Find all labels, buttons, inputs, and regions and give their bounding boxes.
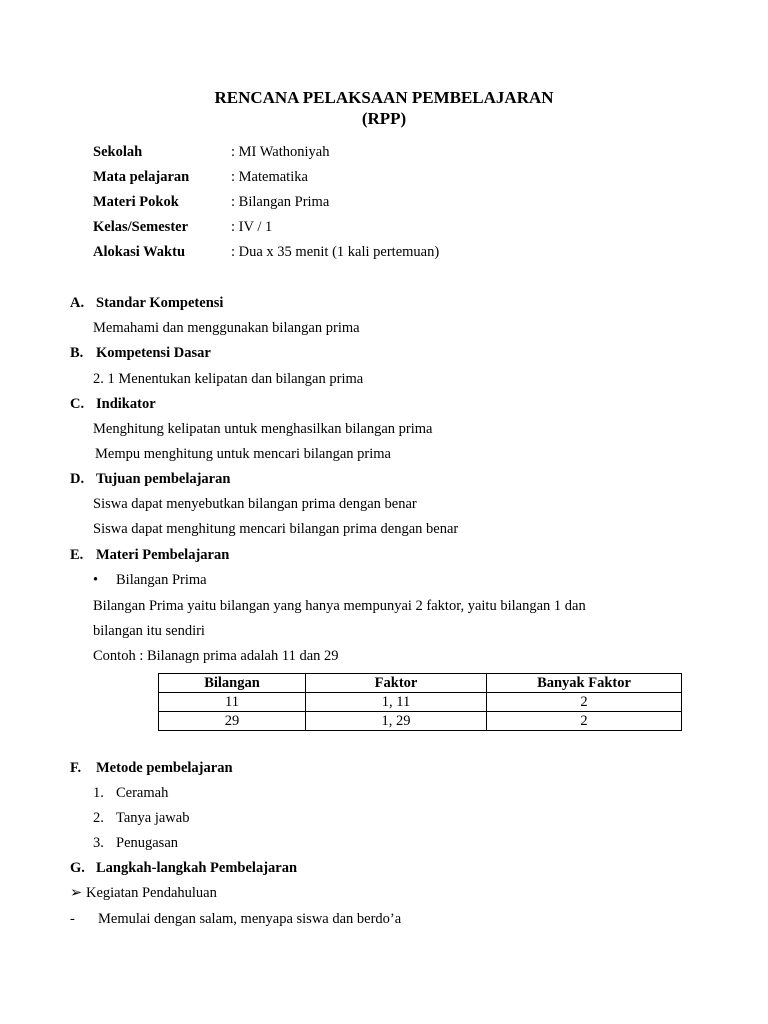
identity-label-topic: Materi Pokok [93,194,179,210]
table-cell: 29 [159,712,306,731]
identity-value-topic: : Bilangan Prima [231,194,330,210]
section-c-text-2: Mempu menghitung untuk mencari bilangan prima [95,446,391,462]
table-cell: 1, 11 [306,693,487,712]
identity-label-subject: Mata pelajaran [93,169,190,185]
section-d-text-1: Siswa dapat menyebutkan bilangan prima dengan benar [93,496,417,512]
arrow-bullet-icon: ➢ [70,885,83,901]
identity-label-time: Alokasi Waktu [93,244,186,260]
section-e-bullet-text: Bilangan Prima [116,572,207,588]
identity-value-school: : MI Wathoniyah [231,144,330,160]
identity-value-class: : IV / 1 [231,219,273,235]
section-e-paragraph-line-2: bilangan itu sendiri [93,623,205,639]
table-cell: 11 [159,693,306,712]
document-subtitle: (RPP) [361,109,407,128]
section-e-letter: E. [70,547,84,563]
list-item-number: 2. [93,810,104,826]
factors-table [158,673,682,731]
section-c-title: Indikator [96,396,156,412]
section-d-text-2: Siswa dapat menghitung mencari bilangan prima dengan benar [93,521,459,537]
list-item-number: 3. [93,835,104,851]
section-f-title: Metode pembelajaran [96,760,233,776]
section-b-title: Kompetensi Dasar [96,345,211,361]
table-cell: 2 [487,693,682,712]
table-cell: 2 [487,712,682,731]
dash-bullet: - [70,911,75,927]
identity-label-school: Sekolah [93,144,143,160]
list-item-number: 1. [93,785,104,801]
section-f-letter: F. [70,760,82,776]
section-a-title: Standar Kompetensi [96,295,224,311]
section-d-title: Tujuan pembelajaran [96,471,231,487]
section-g-subheading: Kegiatan Pendahuluan [86,885,217,901]
section-d-letter: D. [70,471,85,487]
bullet-icon: • [93,572,99,588]
list-item: Tanya jawab [116,810,190,826]
list-item: Ceramah [116,785,169,801]
identity-value-subject: : Matematika [231,169,308,185]
section-c-text-1: Menghitung kelipatan untuk menghasilkan bilangan prima [93,421,433,437]
document-title: RENCANA PELAKSAAN PEMBELAJARAN [214,88,554,107]
section-c-letter: C. [70,396,85,412]
table-cell: 1, 29 [306,712,487,731]
table-header-cell: Faktor [306,674,487,693]
table-row [159,712,682,731]
list-item: Penugasan [116,835,179,851]
table-header-row [159,674,682,693]
section-a-letter: A. [70,295,85,311]
table-header-cell: Bilangan [159,674,306,693]
section-e-paragraph-line-1: Bilangan Prima yaitu bilangan yang hanya mempunyai 2 faktor, yaitu bilangan 1 dan [93,598,586,614]
table-row [159,693,682,712]
identity-label-class: Kelas/Semester [93,219,189,235]
section-g-title: Langkah-langkah Pembelajaran [96,860,298,876]
table-header-cell: Banyak Faktor [487,674,682,693]
section-g-step-1: Memulai dengan salam, menyapa siswa dan berdo’a [98,911,402,927]
section-e-example: Contoh : Bilanagn prima adalah 11 dan 29 [93,648,339,664]
section-b-letter: B. [70,345,84,361]
section-a-text: Memahami dan menggunakan bilangan prima [93,320,360,336]
section-b-text: 2. 1 Menentukan kelipatan dan bilangan prima [93,371,364,387]
section-e-title: Materi Pembelajaran [96,547,230,563]
section-g-letter: G. [70,860,85,876]
identity-value-time: : Dua x 35 menit (1 kali pertemuan) [231,244,440,260]
